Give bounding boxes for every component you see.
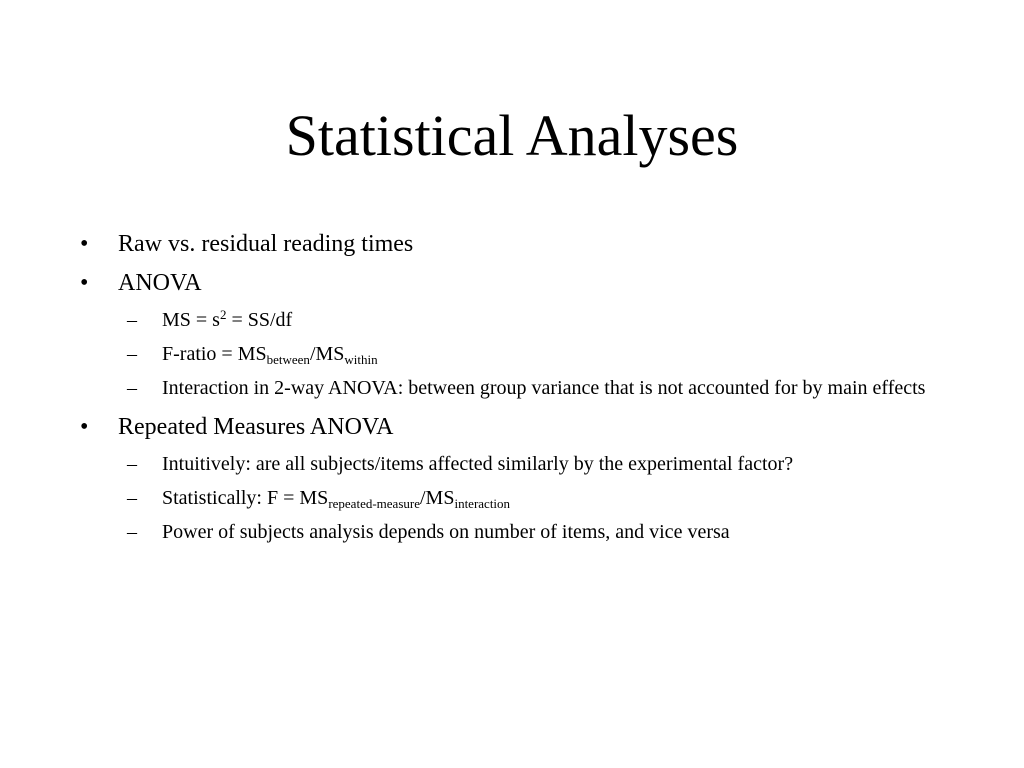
- sub-item-interaction: [76, 374, 936, 403]
- bullet-repeated-measures: [76, 411, 936, 444]
- f-ratio-part-a: F-ratio = MS: [162, 343, 267, 365]
- sub-item-ms-formula: [76, 306, 936, 335]
- bullet-text: ANOVA: [118, 270, 202, 296]
- slide-title: Statistical Analyses: [285, 103, 739, 168]
- bullet-raw-vs-residual: [76, 228, 936, 261]
- statistically-part-a: Statistically: F = MS: [162, 487, 329, 509]
- ms-formula-part-b: = SS/df: [226, 309, 293, 331]
- dash-icon: –: [127, 309, 137, 331]
- sub-item-f-ratio: [76, 340, 936, 369]
- dash-icon: –: [127, 487, 137, 509]
- dash-icon: –: [127, 521, 137, 543]
- bullet-text: Raw vs. residual reading times: [118, 231, 414, 257]
- repeated-measures-sub-list: [76, 450, 936, 547]
- f-ratio-subscript-within: within: [344, 352, 378, 367]
- dash-icon: –: [127, 377, 137, 399]
- dash-icon: –: [127, 453, 137, 475]
- statistically-subscript-repeated: repeated-measure: [328, 496, 420, 511]
- bullet-text: Repeated Measures ANOVA: [118, 414, 394, 440]
- ms-formula-part-a: MS = s: [162, 309, 220, 331]
- slide-body: [76, 228, 936, 555]
- sub-item-intuitively: [76, 450, 936, 479]
- statistically-subscript-interaction: interaction: [454, 496, 511, 511]
- sub-item-statistically: [76, 484, 936, 513]
- ms-formula-superscript: 2: [219, 307, 227, 322]
- statistically-part-b: /MS: [419, 487, 455, 509]
- intuitively-text: Intuitively: are all subjects/items affected similarly by the experimental factor?: [162, 453, 794, 475]
- bullet-anova: [76, 267, 936, 300]
- f-ratio-part-b: /MS: [309, 343, 345, 365]
- power-text: Power of subjects analysis depends on number of items, and vice versa: [162, 521, 730, 543]
- bullet-icon: •: [80, 414, 89, 440]
- bullet-icon: •: [80, 231, 89, 257]
- anova-sub-list: [76, 306, 936, 403]
- interaction-text: Interaction in 2-way ANOVA: between group variance that is not accounted for by main effects: [162, 377, 926, 399]
- sub-item-power: [76, 518, 936, 547]
- dash-icon: –: [127, 343, 137, 365]
- f-ratio-subscript-between: between: [266, 352, 310, 367]
- bullet-icon: •: [80, 270, 89, 296]
